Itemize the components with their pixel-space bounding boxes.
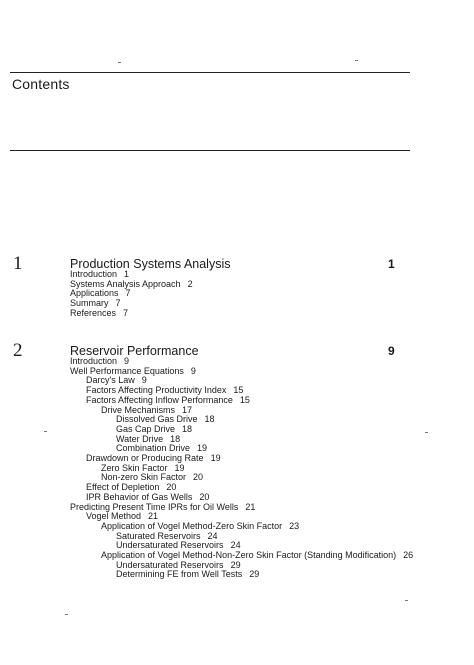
- toc-entry-title: IPR Behavior of Gas Wells: [86, 491, 193, 502]
- toc-entry-title: Introduction: [70, 269, 118, 279]
- toc-entry-title: Drive Mechanisms: [101, 404, 176, 415]
- chapter-page-number: 1: [388, 257, 395, 271]
- toc-entry-page: 20: [199, 491, 210, 502]
- toc-entry-page: 19: [174, 462, 185, 473]
- top-rule: [10, 72, 410, 73]
- toc-entry-page: 15: [233, 385, 244, 396]
- toc-entry-title: References: [70, 307, 117, 318]
- toc-entry-title: Zero Skin Factor: [101, 462, 168, 473]
- toc-entry-page: 9: [141, 375, 147, 386]
- toc-entry-page: 21: [245, 501, 256, 512]
- toc-entry-title: Systems Analysis Approach: [70, 278, 181, 289]
- toc-entry-title: Determining FE from Well Tests: [116, 569, 243, 580]
- toc-entry-page: 20: [193, 472, 204, 483]
- toc-entry-page: 19: [210, 453, 221, 464]
- toc-entry-page: 17: [182, 404, 193, 415]
- chapter-number: 2: [13, 340, 23, 361]
- toc-entry-title: Undersaturated Reservoirs: [116, 540, 224, 551]
- toc-entry-title: Well Performance Equations: [70, 365, 184, 376]
- scan-speck: [355, 60, 358, 61]
- toc-entry-page: 29: [249, 569, 260, 580]
- bottom-rule: [10, 150, 410, 151]
- toc-entry-title: Drawdown or Producing Rate: [86, 453, 204, 464]
- toc-entry[interactable]: [70, 570, 410, 580]
- toc-entry-title: Saturated Reservoirs: [116, 530, 201, 541]
- scan-speck: [405, 600, 408, 601]
- toc-entry-title: Predicting Present Time IPRs for Oil Wells: [70, 501, 239, 512]
- toc-entry-page: 24: [230, 540, 241, 551]
- toc-entry-page: 24: [207, 530, 218, 541]
- toc-entry-page: 21: [148, 511, 159, 522]
- toc-entry[interactable]: [70, 299, 410, 309]
- toc-entry-title: Factors Affecting Productivity Index: [86, 385, 227, 396]
- toc-entry[interactable]: [70, 309, 410, 319]
- toc-entry-title: Factors Affecting Inflow Performance: [86, 394, 233, 405]
- toc-entry-page: 1: [124, 269, 130, 279]
- toc-entry-title: Application of Vogel Method-Zero Skin Factor: [101, 520, 283, 531]
- toc-entry-title: Water Drive: [116, 433, 164, 444]
- toc-entry-page: 7: [115, 298, 121, 309]
- toc-entry-title: Introduction: [70, 356, 118, 366]
- toc-entry[interactable]: [70, 289, 410, 299]
- toc-entry-title: Application of Vogel Method-Non-Zero Skin Factor (Standing Modification): [101, 550, 397, 561]
- toc-entry-title: Effect of Depletion: [86, 482, 160, 493]
- toc-entry-page: 9: [124, 356, 130, 366]
- toc-entry-title: Non-zero Skin Factor: [101, 472, 187, 483]
- scan-speck: [65, 614, 68, 615]
- toc-entry-page: 18: [170, 433, 181, 444]
- toc-entry-page: 26: [403, 550, 414, 561]
- toc-entry-title: Undersaturated Reservoirs: [116, 559, 224, 570]
- chapter-title[interactable]: Reservoir Performance: [70, 344, 199, 358]
- chapter-title[interactable]: Production Systems Analysis: [70, 257, 231, 271]
- toc-entry-title: Summary: [70, 298, 109, 309]
- toc-entry-page: 23: [289, 520, 300, 531]
- page-title: Contents: [12, 76, 70, 92]
- toc-entry-title: Dissolved Gas Drive: [116, 414, 198, 425]
- toc-entry-title: Vogel Method: [86, 511, 142, 522]
- toc-entry-title: Applications: [70, 288, 119, 299]
- toc-entry-title: Darcy's Law: [86, 375, 135, 386]
- toc-entry-title: Combination Drive: [116, 443, 191, 454]
- toc-entries: [70, 270, 410, 319]
- toc-entry[interactable]: [70, 280, 410, 290]
- chapter-number: 1: [13, 253, 23, 274]
- toc-entry-title: Gas Cap Drive: [116, 423, 176, 434]
- scan-speck: [425, 432, 428, 433]
- toc-entry-page: 18: [204, 414, 215, 425]
- toc-entry-page: 18: [182, 423, 193, 434]
- scan-speck: [118, 62, 121, 63]
- chapter-page-number: 9: [388, 344, 395, 358]
- toc-entry-page: 15: [239, 394, 250, 405]
- toc-entry-page: 19: [197, 443, 208, 454]
- toc-entry-page: 29: [230, 559, 241, 570]
- toc-entry-page: 2: [187, 278, 193, 289]
- toc-entry-page: 7: [125, 288, 131, 299]
- toc-entry-page: 7: [123, 307, 129, 318]
- toc-entry-page: 20: [166, 482, 177, 493]
- toc-entry-page: 9: [190, 365, 196, 376]
- scan-speck: [44, 431, 47, 432]
- toc-entries: [70, 356, 414, 580]
